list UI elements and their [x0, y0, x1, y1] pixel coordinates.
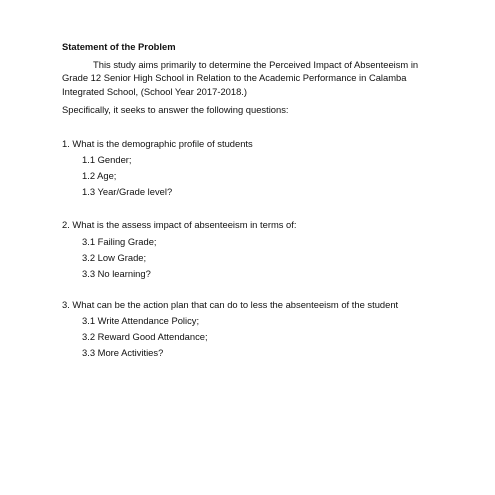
specifically-line: Specifically, it seeks to answer the following questions:	[62, 104, 289, 115]
section-heading: Statement of the Problem	[62, 41, 176, 52]
question-1-item-1: 1.1 Gender;	[82, 154, 132, 165]
question-3-item-3: 3.3 More Activities?	[82, 347, 164, 358]
question-1: 1. What is the demographic profile of students	[62, 138, 253, 149]
question-1-item-3: 1.3 Year/Grade level?	[82, 186, 173, 197]
question-1-item-2: 1.2 Age;	[82, 170, 117, 181]
intro-line-1: This study aims primarily to determine the Perceived Impact of Absenteeism in	[93, 59, 419, 70]
intro-line-2: Grade 12 Senior High School in Relation to the Academic Performance in Calamba	[62, 72, 407, 83]
question-2-item-3: 3.3 No learning?	[82, 268, 151, 279]
question-2-item-1: 3.1 Failing Grade;	[82, 236, 157, 247]
question-3: 3. What can be the action plan that can do to less the absenteeism of the student	[62, 299, 399, 310]
question-3-item-2: 3.2 Reward Good Attendance;	[82, 331, 208, 342]
intro-line-3: Integrated School, (School Year 2017-2018.)	[62, 86, 248, 97]
question-2-item-2: 3.2 Low Grade;	[82, 252, 147, 263]
question-3-item-1: 3.1 Write Attendance Policy;	[82, 315, 200, 326]
question-2: 2. What is the assess impact of absenteeism in terms of:	[62, 219, 297, 230]
